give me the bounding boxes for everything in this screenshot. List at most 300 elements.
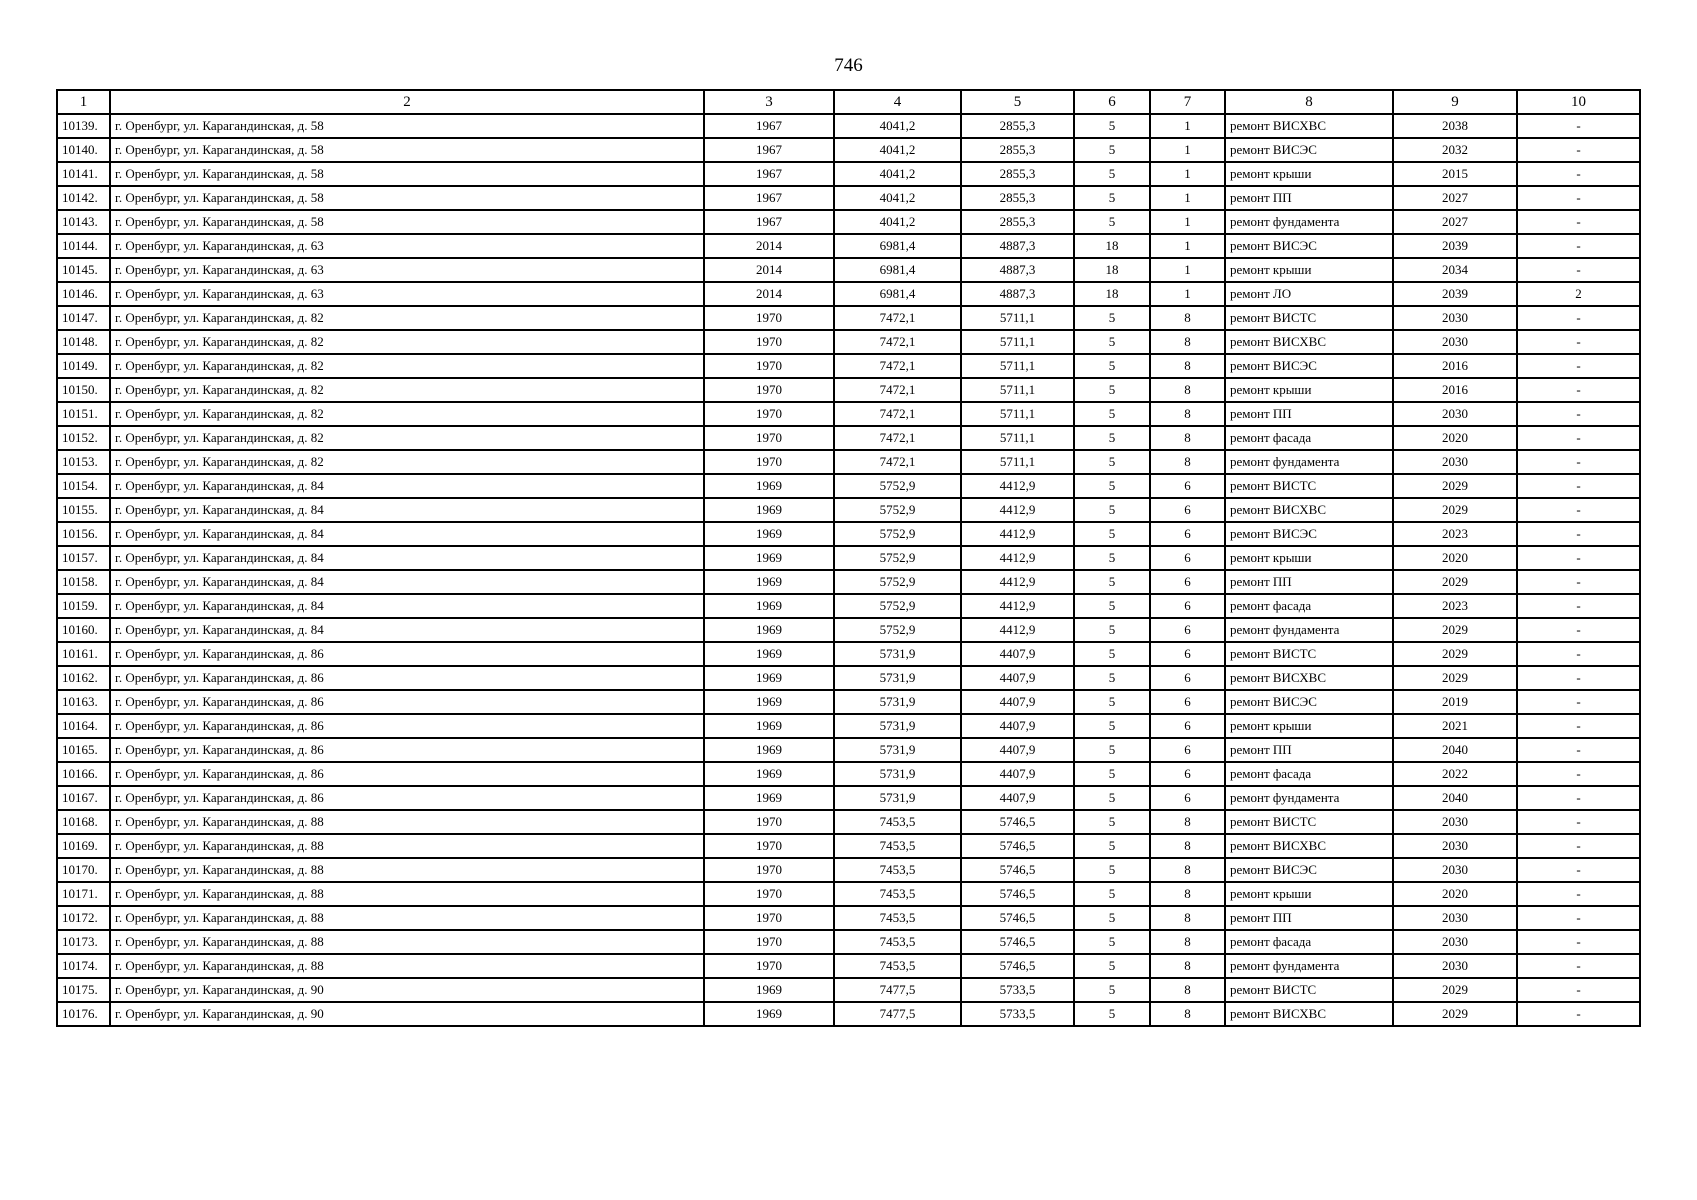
floors-cell: 5	[1074, 354, 1150, 378]
table-row	[57, 330, 1640, 354]
living-area-cell: 4887,3	[961, 234, 1074, 258]
column-header: 9	[1393, 90, 1517, 114]
planned-year-cell: 2016	[1393, 378, 1517, 402]
entrances-cell: 8	[1150, 1002, 1225, 1026]
build-year-cell: 1969	[704, 642, 834, 666]
column-10-value-cell: -	[1517, 138, 1640, 162]
build-year-cell: 1970	[704, 834, 834, 858]
address-cell: г. Оренбург, ул. Карагандинская, д. 63	[110, 258, 704, 282]
total-area-cell: 5752,9	[834, 594, 961, 618]
total-area-cell: 5731,9	[834, 642, 961, 666]
entrances-cell: 8	[1150, 810, 1225, 834]
floors-cell: 5	[1074, 954, 1150, 978]
living-area-cell: 2855,3	[961, 138, 1074, 162]
build-year-cell: 1967	[704, 162, 834, 186]
living-area-cell: 4407,9	[961, 762, 1074, 786]
table-row	[57, 138, 1640, 162]
floors-cell: 5	[1074, 138, 1150, 162]
entrances-cell: 6	[1150, 546, 1225, 570]
floors-cell: 5	[1074, 762, 1150, 786]
work-type-cell: ремонт ПП	[1225, 402, 1393, 426]
planned-year-cell: 2030	[1393, 954, 1517, 978]
living-area-cell: 2855,3	[961, 114, 1074, 138]
living-area-cell: 5711,1	[961, 426, 1074, 450]
address-cell: г. Оренбург, ул. Карагандинская, д. 84	[110, 474, 704, 498]
entrances-cell: 1	[1150, 210, 1225, 234]
floors-cell: 5	[1074, 210, 1150, 234]
table-row	[57, 594, 1640, 618]
row-number-cell: 10143.	[57, 210, 110, 234]
total-area-cell: 5752,9	[834, 522, 961, 546]
table-row	[57, 858, 1640, 882]
entrances-cell: 8	[1150, 378, 1225, 402]
floors-cell: 5	[1074, 642, 1150, 666]
column-10-value-cell: 2	[1517, 282, 1640, 306]
row-number-cell: 10148.	[57, 330, 110, 354]
entrances-cell: 8	[1150, 978, 1225, 1002]
table-row	[57, 714, 1640, 738]
entrances-cell: 6	[1150, 762, 1225, 786]
build-year-cell: 1967	[704, 138, 834, 162]
row-number-cell: 10151.	[57, 402, 110, 426]
floors-cell: 5	[1074, 618, 1150, 642]
floors-cell: 5	[1074, 474, 1150, 498]
address-cell: г. Оренбург, ул. Карагандинская, д. 84	[110, 570, 704, 594]
entrances-cell: 6	[1150, 618, 1225, 642]
build-year-cell: 1970	[704, 354, 834, 378]
entrances-cell: 6	[1150, 498, 1225, 522]
address-cell: г. Оренбург, ул. Карагандинская, д. 63	[110, 282, 704, 306]
address-cell: г. Оренбург, ул. Карагандинская, д. 86	[110, 714, 704, 738]
column-10-value-cell: -	[1517, 186, 1640, 210]
total-area-cell: 5752,9	[834, 498, 961, 522]
table-row	[57, 234, 1640, 258]
floors-cell: 5	[1074, 858, 1150, 882]
floors-cell: 5	[1074, 522, 1150, 546]
address-cell: г. Оренбург, ул. Карагандинская, д. 88	[110, 858, 704, 882]
floors-cell: 5	[1074, 114, 1150, 138]
living-area-cell: 4412,9	[961, 474, 1074, 498]
address-cell: г. Оренбург, ул. Карагандинская, д. 84	[110, 498, 704, 522]
planned-year-cell: 2027	[1393, 186, 1517, 210]
column-10-value-cell: -	[1517, 858, 1640, 882]
row-number-cell: 10140.	[57, 138, 110, 162]
table-row	[57, 258, 1640, 282]
living-area-cell: 4887,3	[961, 258, 1074, 282]
entrances-cell: 8	[1150, 906, 1225, 930]
address-cell: г. Оренбург, ул. Карагандинская, д. 84	[110, 546, 704, 570]
planned-year-cell: 2023	[1393, 522, 1517, 546]
column-header: 1	[57, 90, 110, 114]
planned-year-cell: 2023	[1393, 594, 1517, 618]
planned-year-cell: 2019	[1393, 690, 1517, 714]
entrances-cell: 8	[1150, 834, 1225, 858]
planned-year-cell: 2022	[1393, 762, 1517, 786]
work-type-cell: ремонт фасада	[1225, 930, 1393, 954]
total-area-cell: 7472,1	[834, 378, 961, 402]
floors-cell: 5	[1074, 186, 1150, 210]
work-type-cell: ремонт ВИСЭС	[1225, 354, 1393, 378]
address-cell: г. Оренбург, ул. Карагандинская, д. 88	[110, 906, 704, 930]
work-type-cell: ремонт крыши	[1225, 258, 1393, 282]
row-number-cell: 10146.	[57, 282, 110, 306]
entrances-cell: 6	[1150, 570, 1225, 594]
entrances-cell: 6	[1150, 474, 1225, 498]
table-row	[57, 546, 1640, 570]
row-number-cell: 10168.	[57, 810, 110, 834]
address-cell: г. Оренбург, ул. Карагандинская, д. 86	[110, 738, 704, 762]
table-row	[57, 738, 1640, 762]
table-row	[57, 186, 1640, 210]
floors-cell: 18	[1074, 258, 1150, 282]
living-area-cell: 5746,5	[961, 810, 1074, 834]
column-10-value-cell: -	[1517, 930, 1640, 954]
table-row	[57, 906, 1640, 930]
planned-year-cell: 2029	[1393, 1002, 1517, 1026]
living-area-cell: 2855,3	[961, 210, 1074, 234]
work-type-cell: ремонт фундамента	[1225, 786, 1393, 810]
total-area-cell: 7472,1	[834, 426, 961, 450]
work-type-cell: ремонт ВИСХВС	[1225, 834, 1393, 858]
table-row	[57, 354, 1640, 378]
floors-cell: 5	[1074, 594, 1150, 618]
column-10-value-cell: -	[1517, 1002, 1640, 1026]
planned-year-cell: 2034	[1393, 258, 1517, 282]
row-number-cell: 10174.	[57, 954, 110, 978]
total-area-cell: 5752,9	[834, 546, 961, 570]
build-year-cell: 1970	[704, 810, 834, 834]
total-area-cell: 7477,5	[834, 978, 961, 1002]
column-10-value-cell: -	[1517, 402, 1640, 426]
column-10-value-cell: -	[1517, 978, 1640, 1002]
column-header: 6	[1074, 90, 1150, 114]
planned-year-cell: 2020	[1393, 426, 1517, 450]
build-year-cell: 1970	[704, 882, 834, 906]
column-10-value-cell: -	[1517, 354, 1640, 378]
row-number-cell: 10161.	[57, 642, 110, 666]
work-type-cell: ремонт ВИСХВС	[1225, 114, 1393, 138]
address-cell: г. Оренбург, ул. Карагандинская, д. 84	[110, 618, 704, 642]
planned-year-cell: 2021	[1393, 714, 1517, 738]
work-type-cell: ремонт крыши	[1225, 378, 1393, 402]
entrances-cell: 1	[1150, 282, 1225, 306]
entrances-cell: 8	[1150, 450, 1225, 474]
column-10-value-cell: -	[1517, 882, 1640, 906]
row-number-cell: 10147.	[57, 306, 110, 330]
planned-year-cell: 2020	[1393, 882, 1517, 906]
entrances-cell: 1	[1150, 114, 1225, 138]
total-area-cell: 7453,5	[834, 930, 961, 954]
address-cell: г. Оренбург, ул. Карагандинская, д. 82	[110, 426, 704, 450]
build-year-cell: 1969	[704, 546, 834, 570]
column-10-value-cell: -	[1517, 474, 1640, 498]
table-row	[57, 762, 1640, 786]
entrances-cell: 6	[1150, 690, 1225, 714]
work-type-cell: ремонт фасада	[1225, 762, 1393, 786]
address-cell: г. Оренбург, ул. Карагандинская, д. 88	[110, 954, 704, 978]
total-area-cell: 7472,1	[834, 450, 961, 474]
work-type-cell: ремонт ПП	[1225, 570, 1393, 594]
row-number-cell: 10139.	[57, 114, 110, 138]
work-type-cell: ремонт ВИСХВС	[1225, 666, 1393, 690]
living-area-cell: 2855,3	[961, 162, 1074, 186]
entrances-cell: 6	[1150, 786, 1225, 810]
build-year-cell: 2014	[704, 282, 834, 306]
floors-cell: 5	[1074, 426, 1150, 450]
table-row	[57, 834, 1640, 858]
column-10-value-cell: -	[1517, 450, 1640, 474]
floors-cell: 5	[1074, 546, 1150, 570]
floors-cell: 5	[1074, 498, 1150, 522]
floors-cell: 5	[1074, 714, 1150, 738]
total-area-cell: 4041,2	[834, 138, 961, 162]
entrances-cell: 8	[1150, 426, 1225, 450]
floors-cell: 18	[1074, 282, 1150, 306]
total-area-cell: 4041,2	[834, 114, 961, 138]
entrances-cell: 1	[1150, 186, 1225, 210]
total-area-cell: 7472,1	[834, 402, 961, 426]
work-type-cell: ремонт крыши	[1225, 714, 1393, 738]
address-cell: г. Оренбург, ул. Карагандинская, д. 90	[110, 1002, 704, 1026]
entrances-cell: 1	[1150, 258, 1225, 282]
living-area-cell: 4412,9	[961, 498, 1074, 522]
total-area-cell: 5731,9	[834, 714, 961, 738]
header-row	[57, 90, 1640, 114]
housing-repair-table	[56, 89, 1641, 1027]
column-10-value-cell: -	[1517, 666, 1640, 690]
address-cell: г. Оренбург, ул. Карагандинская, д. 90	[110, 978, 704, 1002]
entrances-cell: 1	[1150, 138, 1225, 162]
floors-cell: 5	[1074, 978, 1150, 1002]
living-area-cell: 5711,1	[961, 450, 1074, 474]
living-area-cell: 5711,1	[961, 402, 1074, 426]
living-area-cell: 4412,9	[961, 618, 1074, 642]
planned-year-cell: 2039	[1393, 234, 1517, 258]
build-year-cell: 1969	[704, 738, 834, 762]
total-area-cell: 5752,9	[834, 474, 961, 498]
total-area-cell: 5731,9	[834, 666, 961, 690]
build-year-cell: 1970	[704, 306, 834, 330]
living-area-cell: 4412,9	[961, 594, 1074, 618]
planned-year-cell: 2029	[1393, 618, 1517, 642]
work-type-cell: ремонт ВИСЭС	[1225, 690, 1393, 714]
build-year-cell: 1969	[704, 690, 834, 714]
entrances-cell: 8	[1150, 954, 1225, 978]
floors-cell: 5	[1074, 930, 1150, 954]
total-area-cell: 5752,9	[834, 618, 961, 642]
planned-year-cell: 2030	[1393, 402, 1517, 426]
row-number-cell: 10165.	[57, 738, 110, 762]
row-number-cell: 10155.	[57, 498, 110, 522]
row-number-cell: 10145.	[57, 258, 110, 282]
build-year-cell: 1967	[704, 186, 834, 210]
build-year-cell: 1969	[704, 522, 834, 546]
floors-cell: 5	[1074, 834, 1150, 858]
floors-cell: 5	[1074, 882, 1150, 906]
page-number: 746	[834, 55, 863, 76]
address-cell: г. Оренбург, ул. Карагандинская, д. 86	[110, 642, 704, 666]
living-area-cell: 5711,1	[961, 354, 1074, 378]
living-area-cell: 5733,5	[961, 978, 1074, 1002]
column-10-value-cell: -	[1517, 234, 1640, 258]
row-number-cell: 10175.	[57, 978, 110, 1002]
build-year-cell: 1969	[704, 474, 834, 498]
living-area-cell: 5746,5	[961, 906, 1074, 930]
build-year-cell: 1969	[704, 714, 834, 738]
table-row	[57, 810, 1640, 834]
work-type-cell: ремонт фундамента	[1225, 210, 1393, 234]
build-year-cell: 1969	[704, 570, 834, 594]
floors-cell: 5	[1074, 738, 1150, 762]
planned-year-cell: 2027	[1393, 210, 1517, 234]
work-type-cell: ремонт ВИСЭС	[1225, 234, 1393, 258]
column-header: 3	[704, 90, 834, 114]
build-year-cell: 1969	[704, 594, 834, 618]
planned-year-cell: 2030	[1393, 330, 1517, 354]
work-type-cell: ремонт ВИСТС	[1225, 474, 1393, 498]
table-row	[57, 402, 1640, 426]
table-row	[57, 522, 1640, 546]
floors-cell: 5	[1074, 330, 1150, 354]
row-number-cell: 10156.	[57, 522, 110, 546]
planned-year-cell: 2039	[1393, 282, 1517, 306]
row-number-cell: 10159.	[57, 594, 110, 618]
work-type-cell: ремонт крыши	[1225, 162, 1393, 186]
column-10-value-cell: -	[1517, 762, 1640, 786]
entrances-cell: 6	[1150, 714, 1225, 738]
address-cell: г. Оренбург, ул. Карагандинская, д. 84	[110, 594, 704, 618]
address-cell: г. Оренбург, ул. Карагандинская, д. 88	[110, 834, 704, 858]
floors-cell: 5	[1074, 666, 1150, 690]
build-year-cell: 1970	[704, 378, 834, 402]
column-10-value-cell: -	[1517, 546, 1640, 570]
total-area-cell: 7453,5	[834, 954, 961, 978]
living-area-cell: 5746,5	[961, 930, 1074, 954]
living-area-cell: 5746,5	[961, 954, 1074, 978]
address-cell: г. Оренбург, ул. Карагандинская, д. 82	[110, 402, 704, 426]
column-10-value-cell: -	[1517, 714, 1640, 738]
living-area-cell: 4407,9	[961, 666, 1074, 690]
planned-year-cell: 2030	[1393, 858, 1517, 882]
total-area-cell: 7472,1	[834, 354, 961, 378]
build-year-cell: 1967	[704, 114, 834, 138]
entrances-cell: 8	[1150, 882, 1225, 906]
total-area-cell: 5731,9	[834, 762, 961, 786]
living-area-cell: 5746,5	[961, 834, 1074, 858]
column-header: 5	[961, 90, 1074, 114]
row-number-cell: 10157.	[57, 546, 110, 570]
address-cell: г. Оренбург, ул. Карагандинская, д. 86	[110, 762, 704, 786]
table-row	[57, 162, 1640, 186]
table-body	[57, 114, 1640, 1026]
column-header: 4	[834, 90, 961, 114]
row-number-cell: 10153.	[57, 450, 110, 474]
address-cell: г. Оренбург, ул. Карагандинская, д. 82	[110, 330, 704, 354]
total-area-cell: 7453,5	[834, 906, 961, 930]
build-year-cell: 1969	[704, 618, 834, 642]
table-row	[57, 114, 1640, 138]
planned-year-cell: 2030	[1393, 834, 1517, 858]
address-cell: г. Оренбург, ул. Карагандинская, д. 58	[110, 138, 704, 162]
build-year-cell: 1970	[704, 450, 834, 474]
build-year-cell: 1970	[704, 954, 834, 978]
column-10-value-cell: -	[1517, 906, 1640, 930]
table-row	[57, 786, 1640, 810]
column-10-value-cell: -	[1517, 642, 1640, 666]
column-header: 10	[1517, 90, 1640, 114]
table-row	[57, 930, 1640, 954]
column-header: 8	[1225, 90, 1393, 114]
living-area-cell: 4412,9	[961, 546, 1074, 570]
planned-year-cell: 2032	[1393, 138, 1517, 162]
planned-year-cell: 2040	[1393, 738, 1517, 762]
row-number-cell: 10164.	[57, 714, 110, 738]
planned-year-cell: 2030	[1393, 450, 1517, 474]
floors-cell: 5	[1074, 162, 1150, 186]
column-10-value-cell: -	[1517, 426, 1640, 450]
table-row	[57, 282, 1640, 306]
table-row	[57, 378, 1640, 402]
total-area-cell: 6981,4	[834, 234, 961, 258]
work-type-cell: ремонт ВИСХВС	[1225, 330, 1393, 354]
living-area-cell: 4412,9	[961, 570, 1074, 594]
column-10-value-cell: -	[1517, 306, 1640, 330]
build-year-cell: 1970	[704, 426, 834, 450]
row-number-cell: 10149.	[57, 354, 110, 378]
living-area-cell: 4407,9	[961, 738, 1074, 762]
build-year-cell: 1969	[704, 786, 834, 810]
table-row	[57, 474, 1640, 498]
column-10-value-cell: -	[1517, 330, 1640, 354]
column-10-value-cell: -	[1517, 210, 1640, 234]
table-row	[57, 978, 1640, 1002]
total-area-cell: 7472,1	[834, 306, 961, 330]
entrances-cell: 8	[1150, 330, 1225, 354]
table-row	[57, 210, 1640, 234]
entrances-cell: 8	[1150, 930, 1225, 954]
row-number-cell: 10163.	[57, 690, 110, 714]
address-cell: г. Оренбург, ул. Карагандинская, д. 88	[110, 882, 704, 906]
planned-year-cell: 2030	[1393, 930, 1517, 954]
work-type-cell: ремонт ПП	[1225, 906, 1393, 930]
planned-year-cell: 2030	[1393, 306, 1517, 330]
entrances-cell: 6	[1150, 642, 1225, 666]
living-area-cell: 4407,9	[961, 690, 1074, 714]
address-cell: г. Оренбург, ул. Карагандинская, д. 84	[110, 522, 704, 546]
entrances-cell: 1	[1150, 234, 1225, 258]
floors-cell: 5	[1074, 786, 1150, 810]
planned-year-cell: 2029	[1393, 570, 1517, 594]
floors-cell: 5	[1074, 450, 1150, 474]
total-area-cell: 6981,4	[834, 258, 961, 282]
row-number-cell: 10166.	[57, 762, 110, 786]
row-number-cell: 10172.	[57, 906, 110, 930]
living-area-cell: 5711,1	[961, 378, 1074, 402]
row-number-cell: 10176.	[57, 1002, 110, 1026]
build-year-cell: 1969	[704, 1002, 834, 1026]
build-year-cell: 1970	[704, 330, 834, 354]
work-type-cell: ремонт ПП	[1225, 186, 1393, 210]
table-row	[57, 690, 1640, 714]
planned-year-cell: 2020	[1393, 546, 1517, 570]
address-cell: г. Оренбург, ул. Карагандинская, д. 63	[110, 234, 704, 258]
planned-year-cell: 2029	[1393, 498, 1517, 522]
column-10-value-cell: -	[1517, 738, 1640, 762]
planned-year-cell: 2040	[1393, 786, 1517, 810]
total-area-cell: 5731,9	[834, 786, 961, 810]
table-row	[57, 618, 1640, 642]
total-area-cell: 7453,5	[834, 810, 961, 834]
